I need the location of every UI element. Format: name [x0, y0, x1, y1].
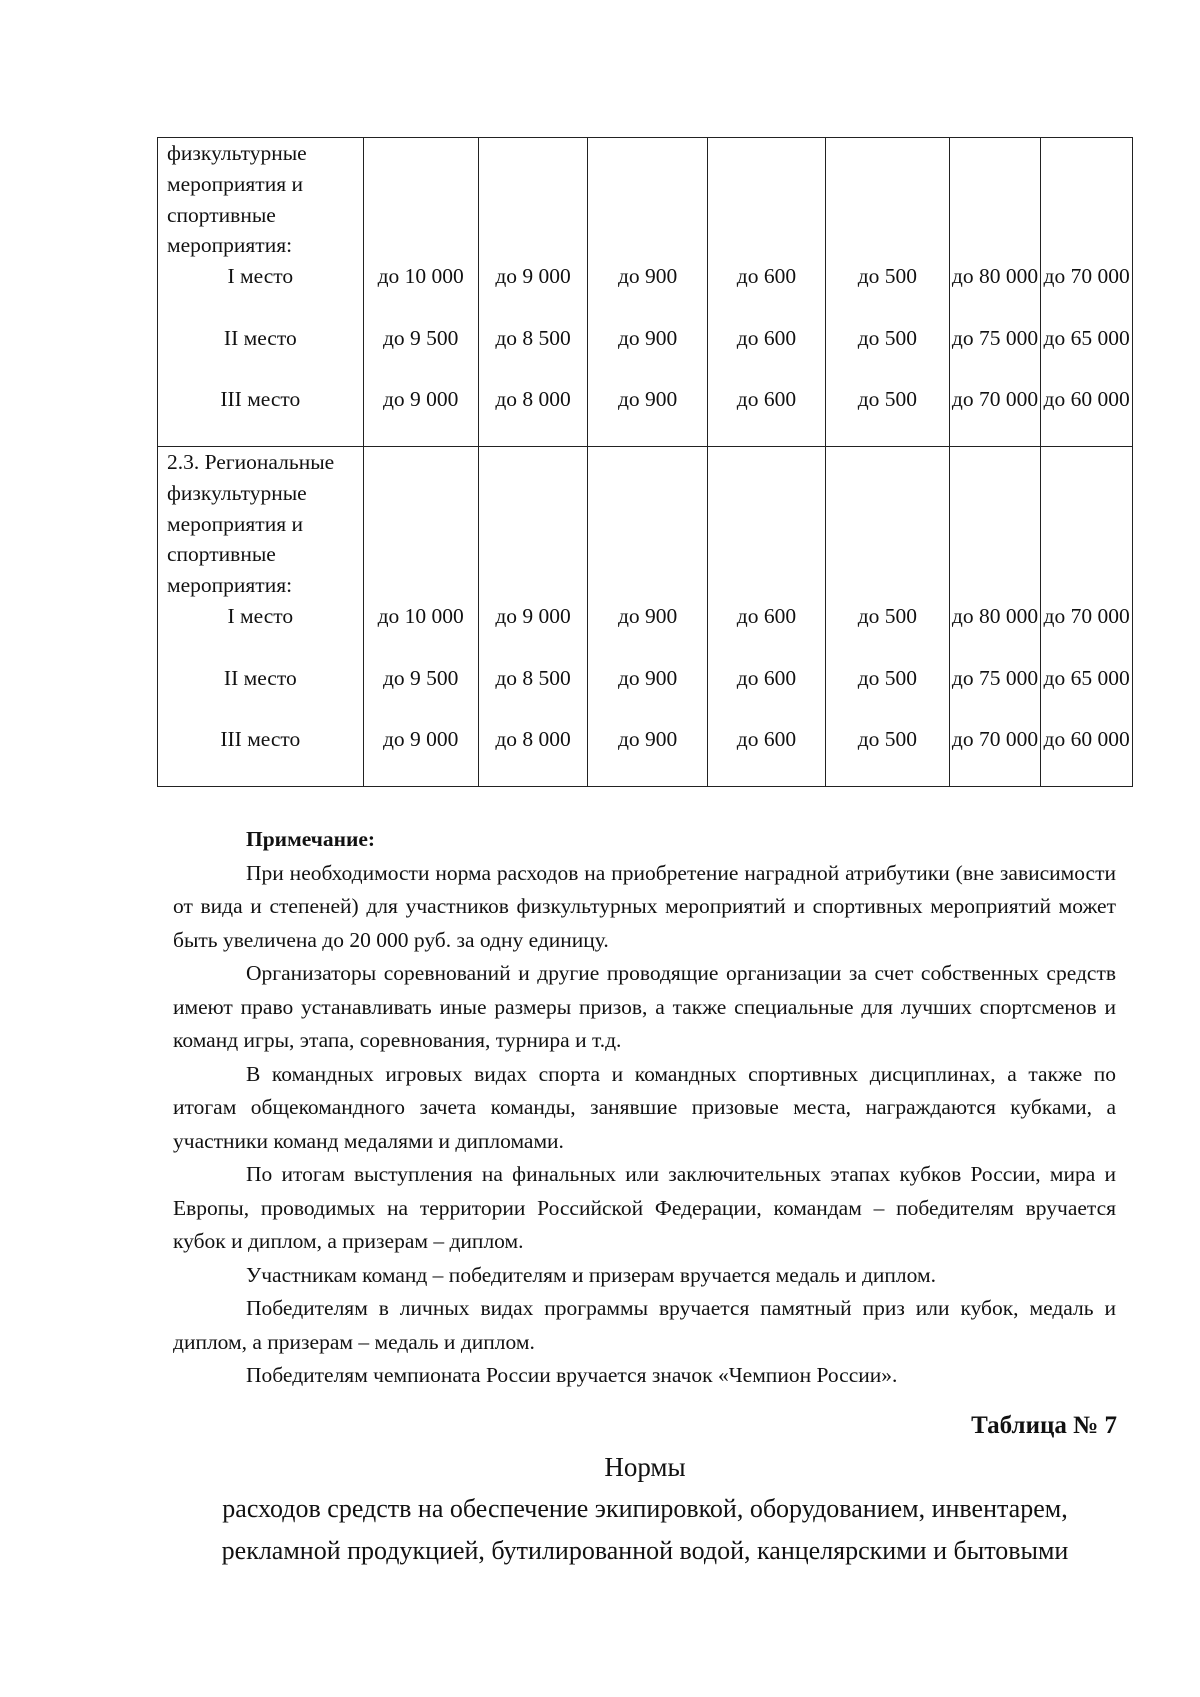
- norm-value: до 600: [736, 603, 797, 628]
- norm-value: до 600: [736, 325, 797, 350]
- norm-value: до 9 000: [495, 603, 571, 628]
- norm-value: до 900: [617, 665, 678, 690]
- note-paragraph: Организаторы соревнований и другие проводящие организации за счет собственных средств имеют право устанавливать иные размеры призов, а также специальные для лучших спортсменов и команд игры, этапа, соревнования, турнира и т.д.: [173, 961, 1116, 1052]
- value-cell: [363, 138, 478, 447]
- norm-value: до 600: [736, 264, 797, 289]
- norm-value: до 900: [617, 264, 678, 289]
- event-label-cell: [158, 446, 364, 786]
- table7-title: Нормы: [604, 1452, 686, 1482]
- norm-value: до 900: [617, 325, 678, 350]
- norm-value: до 70 000: [1043, 264, 1130, 289]
- norm-value: до 9 000: [382, 727, 459, 752]
- norm-value: до 9 500: [382, 665, 459, 690]
- norm-value: до 900: [617, 727, 678, 752]
- norm-value: до 65 000: [1043, 325, 1130, 350]
- value-cell: [949, 446, 1041, 786]
- value-cell: [1041, 446, 1133, 786]
- value-cell: [826, 446, 950, 786]
- value-cell: [478, 446, 588, 786]
- place-label: I место: [227, 264, 294, 289]
- norm-value: до 8 500: [495, 325, 571, 350]
- norm-value: до 75 000: [951, 325, 1039, 350]
- value-cell: [363, 446, 478, 786]
- event-label-cell: [158, 138, 364, 447]
- norm-value: до 10 000: [377, 264, 464, 289]
- place-label: II место: [223, 665, 297, 690]
- value-cell: [949, 138, 1041, 447]
- norm-value: до 60 000: [1043, 727, 1130, 752]
- table7-subtitle-line: рекламной продукцией, бутилированной водой, канцелярскими и бытовыми: [221, 1536, 1069, 1565]
- value-cell: [707, 446, 825, 786]
- norm-value: до 600: [736, 665, 797, 690]
- value-cell: [478, 138, 588, 447]
- norm-value: до 500: [857, 387, 918, 412]
- table7-subtitle-line: расходов средств на обеспечение экипировкой, оборудованием, инвентарем,: [222, 1494, 1068, 1523]
- event-label-line: физкультурные: [167, 141, 307, 165]
- note-paragraph: При необходимости норма расходов на приобретение наградной атрибутики (вне зависимости от вида и степеней) для участников физкультурных мероприятий и спортивных мероприятий может быть увеличена до 20 000 руб. за одну единицу.: [173, 860, 1116, 952]
- norm-value: до 8 000: [495, 387, 571, 412]
- norm-value: до 600: [736, 727, 797, 752]
- norm-value: до 9 000: [382, 387, 459, 412]
- table7-heading: [157, 1446, 1133, 1572]
- note-title: Примечание:: [246, 827, 376, 851]
- event-label-line: 2.3. Региональные: [167, 449, 335, 474]
- event-label-line: физкультурные: [167, 480, 307, 505]
- norm-value: до 500: [857, 325, 918, 350]
- event-label-line: мероприятия и: [167, 511, 303, 536]
- place-label: III место: [220, 727, 301, 752]
- norm-value: до 65 000: [1043, 665, 1130, 690]
- event-label-line: спортивные: [167, 542, 276, 567]
- note-section: [173, 823, 1116, 1393]
- norm-value: до 70 000: [1043, 603, 1130, 628]
- event-label-line: мероприятия и: [167, 171, 303, 196]
- note-paragraph: По итогам выступления на финальных или заключительных этапах кубков России, мира и Европы, проводимых на территории Российской Федерации, командам – победителям вручается кубок и диплом, а призерам – диплом.: [173, 1162, 1116, 1253]
- event-label-line: спортивные: [167, 202, 276, 227]
- norm-value: до 75 000: [951, 665, 1039, 690]
- norm-value: до 60 000: [1043, 387, 1130, 412]
- norm-value: до 9 000: [495, 264, 571, 289]
- value-cell: [826, 138, 950, 447]
- norm-value: до 80 000: [951, 264, 1039, 289]
- note-paragraph: В командных игровых видах спорта и командных спортивных дисциплинах, а также по итогам общекомандного зачета команды, занявшие призовые места, награждаются кубками, а участники команд медалями и дипломами.: [173, 1061, 1116, 1153]
- norm-value: до 9 500: [382, 325, 459, 350]
- table-number-label: Таблица № 7: [971, 1412, 1117, 1439]
- table-row: [158, 138, 1133, 447]
- norms-table: [157, 137, 1133, 787]
- place-label: II место: [223, 325, 297, 350]
- note-paragraph: Участникам команд – победителям и призерам вручается медаль и диплом.: [246, 1262, 936, 1287]
- norm-value: до 8 500: [495, 665, 571, 690]
- event-label-line: мероприятия:: [167, 573, 293, 598]
- value-cell: [588, 138, 707, 447]
- norm-value: до 70 000: [951, 387, 1039, 412]
- event-label-line: мероприятия:: [167, 233, 293, 258]
- norm-value: до 500: [857, 665, 918, 690]
- norm-value: до 70 000: [951, 727, 1039, 752]
- norm-value: до 10 000: [377, 603, 464, 628]
- norm-value: до 500: [857, 264, 918, 289]
- norm-value: до 8 000: [495, 727, 571, 752]
- value-cell: [707, 138, 825, 447]
- norm-value: до 600: [736, 387, 797, 412]
- value-cell: [1041, 138, 1133, 447]
- value-cell: [588, 446, 707, 786]
- table-row: [158, 446, 1133, 786]
- norm-value: до 80 000: [951, 603, 1039, 628]
- note-paragraph: Победителям в личных видах программы вручается памятный приз или кубок, медаль и диплом, а призерам – медаль и диплом.: [173, 1296, 1116, 1354]
- note-paragraph: Победителям чемпионата России вручается значок «Чемпион России».: [246, 1363, 898, 1387]
- norm-value: до 900: [617, 387, 678, 412]
- place-label: I место: [227, 603, 294, 628]
- norm-value: до 500: [857, 603, 918, 628]
- norm-value: до 900: [617, 603, 678, 628]
- norm-value: до 500: [857, 727, 918, 752]
- place-label: III место: [220, 387, 301, 412]
